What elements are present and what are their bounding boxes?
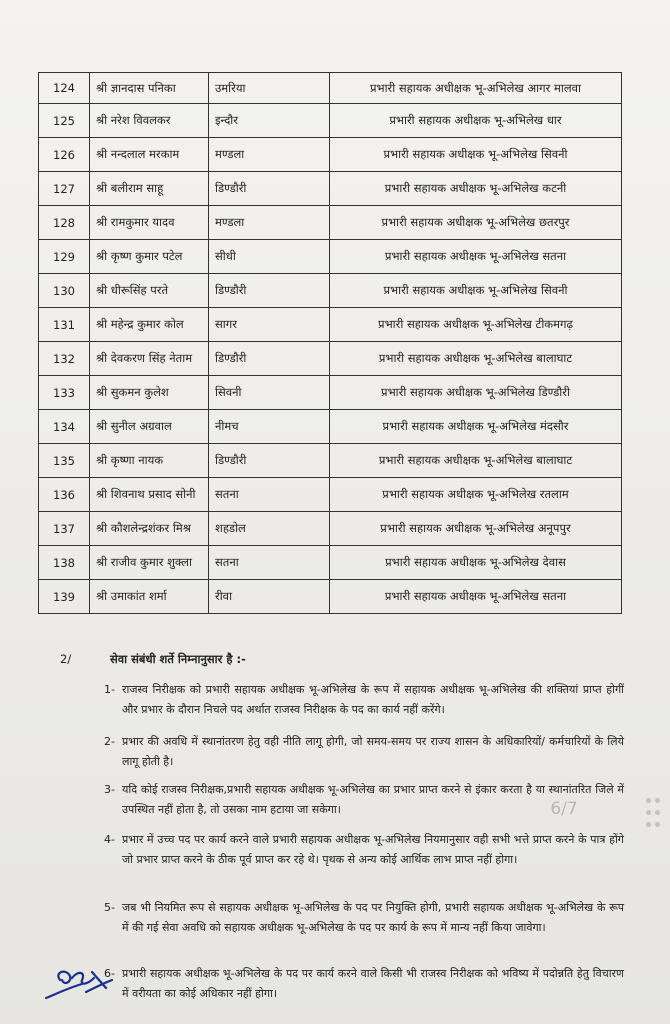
employee-name-cell: श्री ज्ञानदास पनिका <box>90 73 209 104</box>
table-row <box>39 478 622 512</box>
condition-number: 5- <box>104 901 115 914</box>
condition-item <box>104 732 624 772</box>
table-row <box>39 104 622 138</box>
serial-number-cell: 126 <box>39 138 90 172</box>
condition-text: प्रभार में उच्च पद पर कार्य करने वाले प्रभारी सहायक अधीक्षक भू-अभिलेख नियमानुसार वही सभी भत्ते प्राप्त करने के पात्र होंगे जो प्रभार प्राप्त करने के ठीक पूर्व प्राप्त कर रहे थे। पृथक से अन्य कोई आर्थिक लाभ प्राप्त नहीं होगा। <box>122 833 624 866</box>
new-posting-cell: प्रभारी सहायक अधीक्षक भू-अभिलेख सिवनी <box>330 274 622 308</box>
new-posting-cell: प्रभारी सहायक अधीक्षक भू-अभिलेख धार <box>330 104 622 138</box>
current-posting-cell: मण्डला <box>209 138 330 172</box>
new-posting-cell: प्रभारी सहायक अधीक्षक भू-अभिलेख रतलाम <box>330 478 622 512</box>
new-posting-cell: प्रभारी सहायक अधीक्षक भू-अभिलेख सतना <box>330 580 622 614</box>
transfer-table <box>38 72 622 614</box>
section-number: 2/ <box>60 652 72 666</box>
serial-number-cell: 139 <box>39 580 90 614</box>
new-posting-cell: प्रभारी सहायक अधीक्षक भू-अभिलेख देवास <box>330 546 622 580</box>
new-posting-cell: प्रभारी सहायक अधीक्षक भू-अभिलेख टीकमगढ़ <box>330 308 622 342</box>
current-posting-cell: मण्डला <box>209 206 330 240</box>
serial-number-cell: 131 <box>39 308 90 342</box>
new-posting-cell: प्रभारी सहायक अधीक्षक भू-अभिलेख डिण्डौरी <box>330 376 622 410</box>
employee-name-cell: श्री सुकमन कुलेश <box>90 376 209 410</box>
table-row <box>39 308 622 342</box>
current-posting-cell: डिण्डौरी <box>209 172 330 206</box>
new-posting-cell: प्रभारी सहायक अधीक्षक भू-अभिलेख आगर मालवा <box>330 73 622 104</box>
employee-name-cell: श्री देवकरण सिंह नेताम <box>90 342 209 376</box>
new-posting-cell: प्रभारी सहायक अधीक्षक भू-अभिलेख बालाघाट <box>330 342 622 376</box>
signature-scribble <box>42 958 114 1006</box>
serial-number-cell: 134 <box>39 410 90 444</box>
new-posting-cell: प्रभारी सहायक अधीक्षक भू-अभिलेख सतना <box>330 240 622 274</box>
condition-number: 3- <box>104 783 115 796</box>
new-posting-cell: प्रभारी सहायक अधीक्षक भू-अभिलेख कटनी <box>330 172 622 206</box>
section-heading: सेवा संबंधी शर्ते निम्नानुसार है :- <box>110 652 246 666</box>
condition-item <box>104 898 624 938</box>
current-posting-cell: शहडोल <box>209 512 330 546</box>
condition-text: प्रभारी सहायक अधीक्षक भू-अभिलेख के पद पर कार्य करने वाले किसी भी राजस्व निरीक्षक को भविष्य में पदोन्नति हेतु विचारण में वरीयता का कोई अधिकार नहीं होगा। <box>122 967 624 1000</box>
new-posting-cell: प्रभारी सहायक अधीक्षक भू-अभिलेख मंदसौर <box>330 410 622 444</box>
page-indicator: 6/7 <box>550 799 578 819</box>
serial-number-cell: 130 <box>39 274 90 308</box>
current-posting-cell: सीधी <box>209 240 330 274</box>
serial-number-cell: 125 <box>39 104 90 138</box>
serial-number-cell: 135 <box>39 444 90 478</box>
employee-name-cell: श्री नरेश विवलकर <box>90 104 209 138</box>
current-posting-cell: रीवा <box>209 580 330 614</box>
condition-item <box>104 830 624 870</box>
current-posting-cell: सागर <box>209 308 330 342</box>
table-row <box>39 342 622 376</box>
current-posting-cell: सतना <box>209 478 330 512</box>
table-row <box>39 410 622 444</box>
table-row <box>39 512 622 546</box>
condition-item <box>104 964 624 1004</box>
serial-number-cell: 129 <box>39 240 90 274</box>
new-posting-cell: प्रभारी सहायक अधीक्षक भू-अभिलेख सिवनी <box>330 138 622 172</box>
table-row <box>39 138 622 172</box>
current-posting-cell: डिण्डौरी <box>209 274 330 308</box>
employee-name-cell: श्री महेन्द्र कुमार कोल <box>90 308 209 342</box>
table-row <box>39 274 622 308</box>
condition-text: प्रभार की अवधि में स्थानांतरण हेतु वही नीति लागू होगी, जो समय-समय पर राज्य शासन के अधिकारियों/ कर्मचारियों के लिये लागू होती है। <box>122 735 624 768</box>
serial-number-cell: 127 <box>39 172 90 206</box>
employee-name-cell: श्री उमाकांत शर्मा <box>90 580 209 614</box>
table-row <box>39 580 622 614</box>
employee-name-cell: श्री कृष्णा नायक <box>90 444 209 478</box>
current-posting-cell: सतना <box>209 546 330 580</box>
serial-number-cell: 124 <box>39 73 90 104</box>
current-posting-cell: नीमच <box>209 410 330 444</box>
table-row <box>39 172 622 206</box>
table-row <box>39 206 622 240</box>
employee-name-cell: श्री राजीव कुमार शुक्ला <box>90 546 209 580</box>
serial-number-cell: 133 <box>39 376 90 410</box>
condition-text: यदि कोई राजस्व निरीक्षक,प्रभारी सहायक अधीक्षक भू-अभिलेख का प्रभार प्राप्त करने से इंकार करता है या स्थानांतरित जिले में उपस्थित नहीं होता है, तो उसका नाम हटाया जा सकेगा। <box>122 783 624 816</box>
new-posting-cell: प्रभारी सहायक अधीक्षक भू-अभिलेख छतरपुर <box>330 206 622 240</box>
employee-name-cell: श्री शिवनाथ प्रसाद सोनी <box>90 478 209 512</box>
serial-number-cell: 132 <box>39 342 90 376</box>
table-row <box>39 444 622 478</box>
condition-number: 1- <box>104 683 115 696</box>
new-posting-cell: प्रभारी सहायक अधीक्षक भू-अभिलेख बालाघाट <box>330 444 622 478</box>
employee-name-cell: श्री नन्दलाल मरकाम <box>90 138 209 172</box>
current-posting-cell: इन्दौर <box>209 104 330 138</box>
condition-number: 2- <box>104 735 115 748</box>
current-posting-cell: सिवनी <box>209 376 330 410</box>
employee-name-cell: श्री सुनील अग्रवाल <box>90 410 209 444</box>
condition-item <box>104 680 624 720</box>
condition-number: 4- <box>104 833 115 846</box>
table-row <box>39 240 622 274</box>
employee-name-cell: श्री धीरूसिंह परते <box>90 274 209 308</box>
new-posting-cell: प्रभारी सहायक अधीक्षक भू-अभिलेख अनूपपुर <box>330 512 622 546</box>
table-row <box>39 73 622 104</box>
employee-name-cell: श्री रामकुमार यादव <box>90 206 209 240</box>
serial-number-cell: 138 <box>39 546 90 580</box>
condition-text: जब भी नियमित रूप से सहायक अधीक्षक भू-अभिलेख के पद पर नियुक्ति होगी, प्रभारी सहायक अधीक्षक भू-अभिलेख के रूप में की गई सेवा अवधि को सहायक अधीक्षक भू-अभिलेख के पद पर कार्य के रूप में मान्य नहीं किया जावेगा। <box>122 901 624 934</box>
condition-number: 6- <box>104 967 115 980</box>
more-options-icon[interactable] <box>646 788 666 838</box>
condition-text: राजस्व निरीक्षक को प्रभारी सहायक अधीक्षक भू-अभिलेख के रूप में सहायक अधीक्षक भू-अभिलेख की शक्तियां प्राप्त होगीं और प्रभार के दौरान निचले पद अर्थात राजस्व निरीक्षक के पद का कार्य नहीं करेंगे। <box>122 683 624 716</box>
employee-name-cell: श्री बलीराम साहू <box>90 172 209 206</box>
table-row <box>39 546 622 580</box>
serial-number-cell: 137 <box>39 512 90 546</box>
employee-name-cell: श्री कौशलेन्द्रशंकर मिश्र <box>90 512 209 546</box>
serial-number-cell: 128 <box>39 206 90 240</box>
current-posting-cell: डिण्डौरी <box>209 342 330 376</box>
current-posting-cell: डिण्डौरी <box>209 444 330 478</box>
table-row <box>39 376 622 410</box>
current-posting-cell: उमरिया <box>209 73 330 104</box>
serial-number-cell: 136 <box>39 478 90 512</box>
employee-name-cell: श्री कृष्ण कुमार पटेल <box>90 240 209 274</box>
